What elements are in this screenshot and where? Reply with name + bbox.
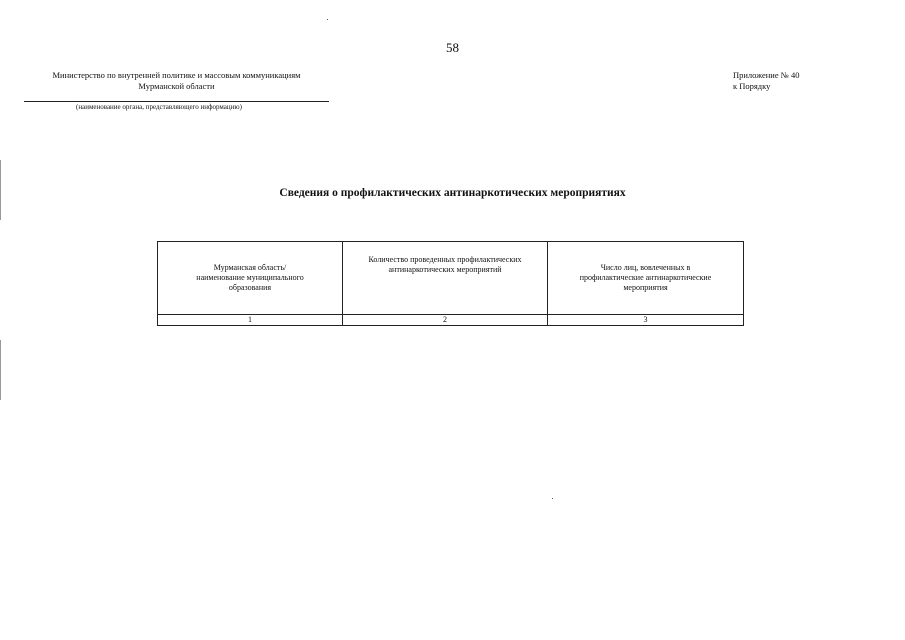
header-text-line: антинаркотических мероприятий [388, 265, 502, 274]
header-text-line: Мурманская область/ [213, 263, 287, 272]
report-table [157, 241, 744, 326]
organization-line-2: Мурманской области [138, 81, 215, 91]
scan-edge-mark [0, 340, 1, 400]
header-text-line: Число лиц, вовлеченных в [600, 263, 691, 272]
scan-speck [327, 19, 328, 20]
document-title: Сведения о профилактических антинаркотических мероприятиях [279, 187, 626, 199]
organization-underline [24, 101, 329, 102]
appendix-reference [733, 70, 883, 92]
appendix-line-1: Приложение № 40 [733, 70, 800, 80]
header-text-line: наименование муниципального [196, 273, 304, 282]
scan-speck [552, 498, 553, 499]
page-number: 58 [446, 40, 459, 55]
organization-line-1: Министерство по внутренней политике и массовым коммуникациям [52, 70, 301, 80]
column-header-region [158, 242, 343, 315]
header-text-line: мероприятия [623, 283, 668, 292]
appendix-line-2: к Порядку [733, 81, 771, 91]
column-number-row [158, 315, 744, 326]
table-header-row [158, 242, 744, 315]
scan-edge-mark [0, 160, 1, 220]
column-header-events-count [343, 242, 548, 315]
column-header-participants [548, 242, 744, 315]
header-text-line: Количество проведенных профилактических [368, 255, 522, 264]
column-number: 2 [343, 315, 548, 326]
organization-name [24, 70, 329, 92]
header-text-line: образования [228, 283, 272, 292]
header-text-line: профилактические антинаркотические [579, 273, 712, 282]
column-number: 1 [158, 315, 343, 326]
organization-caption: (наименование органа, представляющего информацию) [76, 103, 242, 111]
column-number: 3 [548, 315, 744, 326]
